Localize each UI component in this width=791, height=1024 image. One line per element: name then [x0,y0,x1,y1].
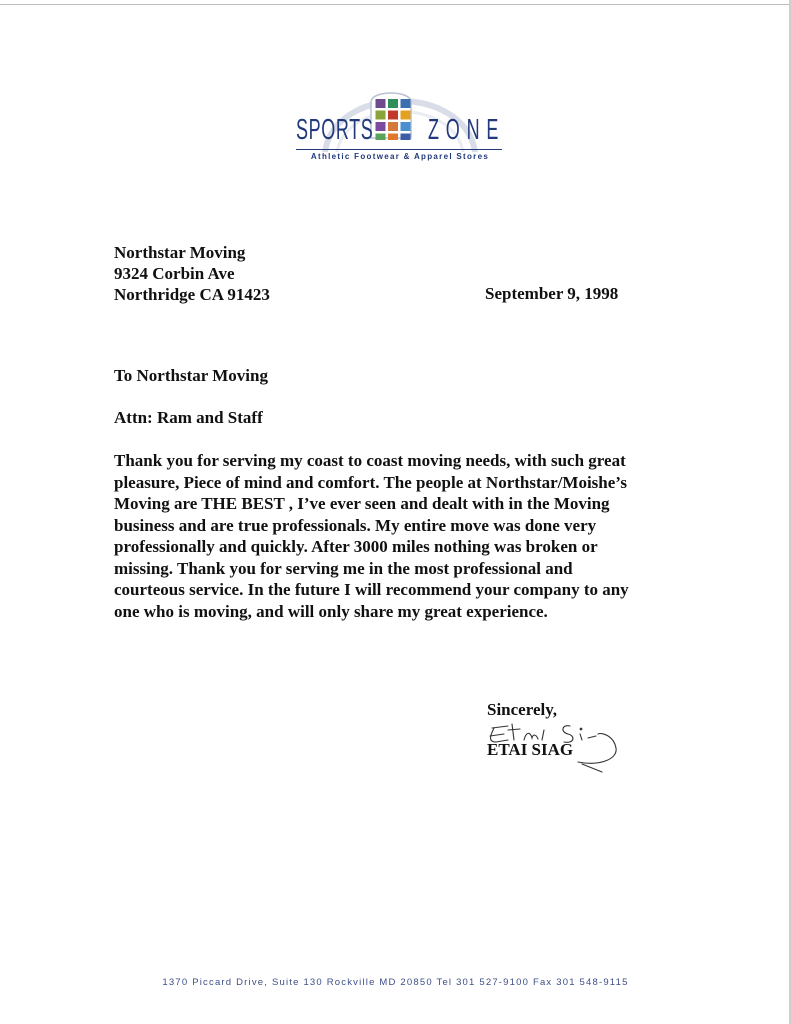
letter-body [114,450,684,622]
signer-name: ETAI SIAG [487,740,574,759]
body-line: business and are true professionals. My entire move was done very [114,515,597,535]
brand-name [290,114,510,150]
body-line: courteous service. In the future I will recommend your company to any [114,580,629,599]
body-line: one who is moving, and will only share my great experience. [114,601,548,621]
scan-top-edge [0,4,791,5]
body-line: pleasure, Piece of mind and comfort. The people at Northstar/Moishe’s [114,472,627,492]
brand-name-left: SPORTS [296,114,374,146]
recipient-street: 9324 Corbin Ave [114,264,235,283]
body-line: missing. Thank you for serving me in the most professional and [114,558,573,578]
attention-line: Attn: Ram and Staff [114,408,263,427]
recipient-name: Northstar Moving [114,243,246,262]
salutation: To Northstar Moving [114,366,268,385]
recipient-city: Northridge CA 91423 [114,285,270,304]
brand-name-right: ZONE [428,114,506,146]
body-line: Thank you for serving my coast to coast moving needs, with such great [114,451,626,470]
window-pane [376,99,386,108]
letterhead-logo [290,64,510,164]
body-line: Moving are THE BEST , I’ve ever seen and dealt with in the Moving [114,494,610,513]
letter-date: September 9, 1998 [485,284,619,303]
window-pane [401,99,411,108]
letterhead-footer: 1370 Piccard Drive, Suite 130 Rockville MD 20850 Tel 301 527-9100 Fax 301 548-9115 [162,977,629,988]
recipient-address [114,242,270,305]
brand-tagline: Athletic Footwear & Apparel Stores [310,152,490,161]
window-pane [388,99,398,108]
body-line: professionally and quickly. After 3000 miles nothing was broken or [114,537,598,556]
closing: Sincerely, [487,700,558,719]
brand-rule [296,149,502,150]
